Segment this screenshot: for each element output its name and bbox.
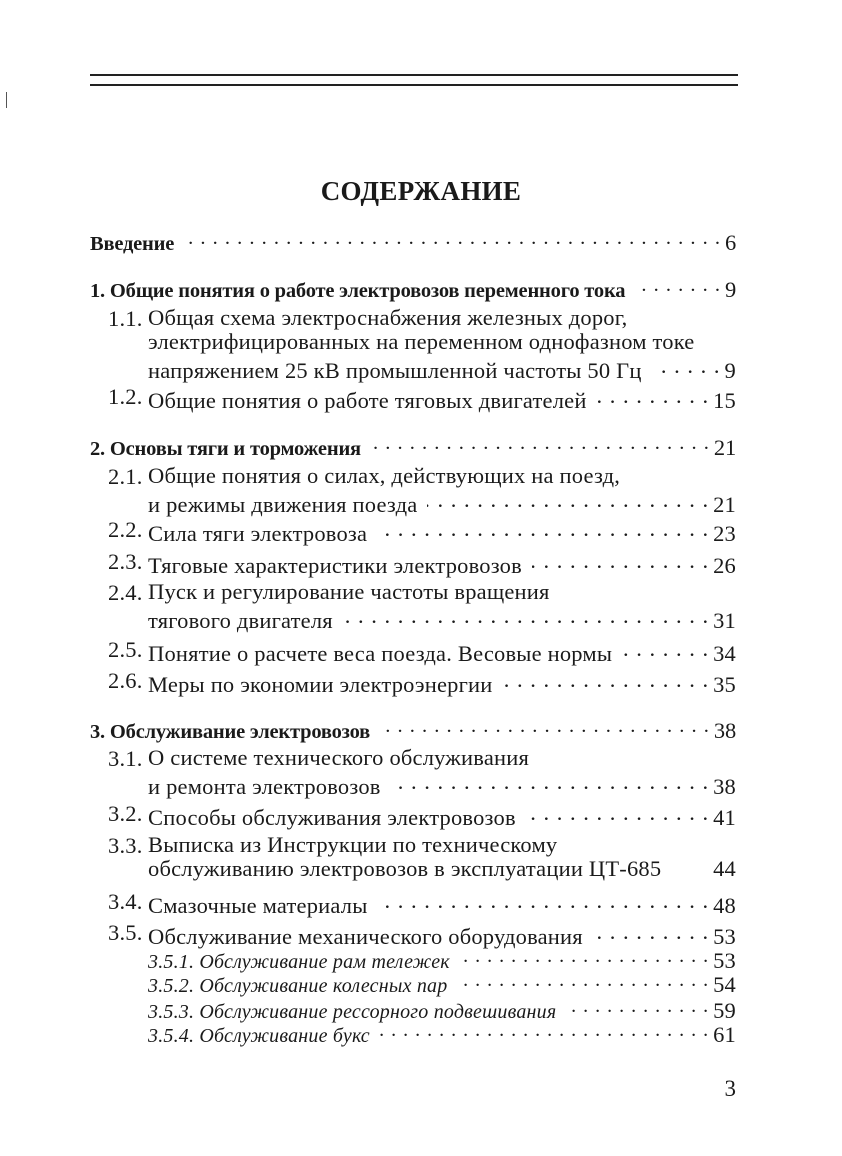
toc-entry — [90, 305, 736, 383]
dot-leader — [377, 517, 709, 541]
entry-page: 61 — [713, 1022, 736, 1047]
entry-title: Обслуживание механического оборудования — [148, 924, 583, 949]
dot-leader — [457, 968, 709, 992]
toc-entry — [90, 968, 736, 997]
toc-entry — [90, 833, 736, 881]
dot-leader — [427, 488, 709, 512]
dot-leader — [597, 384, 709, 408]
entry-number: 2.5. — [108, 637, 143, 662]
entry-title: 3.5.2. Обслуживание колесных пар — [148, 975, 448, 997]
entry-title: и ремонта электровозов — [148, 774, 381, 799]
header-rule — [90, 74, 738, 76]
entry-page: 59 — [713, 998, 736, 1023]
entry-page: 21 — [713, 435, 736, 460]
entry-title: Сила тяги электровоза — [148, 521, 368, 546]
page-title: СОДЕРЖАНИЕ — [320, 176, 522, 206]
scan-mark — [6, 92, 7, 108]
entry-page: 6 — [724, 230, 736, 255]
toc-entry — [90, 889, 736, 918]
toc-entry — [90, 668, 736, 697]
dot-leader — [380, 1018, 709, 1042]
dot-leader — [532, 549, 709, 573]
toc-entry — [90, 714, 736, 743]
entry-title: 2. Основы тяги и торможения — [90, 438, 361, 460]
entry-page: 38 — [713, 718, 736, 743]
entry-title: 3.5.1. Обслуживание рам тележек — [148, 951, 450, 973]
toc-entry — [90, 517, 736, 546]
entry-title: и режимы движения поезда — [148, 492, 418, 517]
toc-entry — [90, 384, 736, 413]
toc-entry — [90, 944, 736, 973]
dot-leader — [378, 889, 710, 913]
entry-number: 3.5. — [108, 920, 143, 945]
entry-title: 3.5.4. Обслуживание букс — [148, 1025, 370, 1047]
entry-number: 3.4. — [108, 889, 143, 914]
dot-leader — [184, 226, 721, 250]
entry-page: 53 — [713, 924, 736, 949]
dot-leader — [460, 944, 709, 968]
entry-number: 2.3. — [108, 549, 143, 574]
entry-title: О системе технического обслуживания — [148, 745, 530, 770]
entry-title: обслуживанию электровозов в эксплуатации ЦТ-685 — [148, 856, 662, 881]
toc-entry — [90, 920, 736, 949]
dot-leader — [526, 801, 709, 825]
dot-leader — [343, 604, 709, 628]
entry-page: 31 — [713, 608, 736, 633]
toc-entry — [90, 994, 736, 1023]
entry-page: 26 — [713, 553, 736, 578]
entry-number: 2.4. — [108, 580, 143, 605]
entry-title: Понятие о расчете веса поезда. Весовые нормы — [148, 641, 613, 666]
entry-title: 1. Общие понятия о работе электровозов переменного тока — [90, 280, 626, 302]
entry-page: 15 — [713, 388, 736, 413]
entry-title: Пуск и регулирование частоты вращения — [148, 579, 550, 604]
toc-entry — [90, 549, 736, 578]
page-number: 3 — [724, 1076, 736, 1101]
dot-leader — [371, 431, 710, 455]
toc-entry — [90, 579, 736, 633]
dot-leader — [391, 770, 709, 794]
entry-title: электрифицированных на переменном однофазном токе — [148, 329, 695, 354]
dot-leader — [652, 354, 721, 378]
entry-number: 3.3. — [108, 833, 143, 858]
dot-leader — [503, 668, 710, 692]
toc-entry — [90, 801, 736, 830]
entry-page: 38 — [713, 774, 736, 799]
entry-number: 3.2. — [108, 801, 143, 826]
entry-number: 2.2. — [108, 517, 143, 542]
entry-title: 3. Обслуживание электровозов — [90, 721, 370, 743]
entry-page: 9 — [724, 277, 736, 302]
entry-number: 2.1. — [108, 464, 143, 489]
entry-page: 44 — [713, 856, 736, 881]
dot-leader — [622, 637, 709, 661]
header-rule — [90, 84, 738, 86]
entry-number: 1.1. — [108, 306, 143, 331]
entry-title: напряжением 25 кВ промышленной частоты 50 Гц — [148, 358, 642, 383]
entry-number: 2.6. — [108, 668, 143, 693]
toc-entry — [90, 226, 736, 255]
entry-page: 34 — [713, 641, 736, 666]
entry-page: 35 — [713, 672, 736, 697]
entry-page: 23 — [713, 521, 736, 546]
entry-page: 41 — [713, 805, 736, 830]
entry-title: Выписка из Инструкции по техническому — [148, 832, 558, 857]
dot-leader — [566, 994, 709, 1018]
entry-title: Тяговые характеристики электровозов — [148, 553, 522, 578]
entry-title: Общие понятия о силах, действующих на поезд, — [148, 463, 621, 488]
entry-number: 1.2. — [108, 384, 143, 409]
entry-title: Общая схема электроснабжения железных дорог, — [148, 305, 628, 330]
dot-leader — [635, 273, 721, 297]
entry-title: тягового двигателя — [148, 608, 333, 633]
entry-page: 9 — [724, 358, 736, 383]
dot-leader — [593, 920, 709, 944]
entry-title: Введение — [90, 233, 175, 255]
toc-entry — [90, 637, 736, 666]
entry-title: Способы обслуживания электровозов — [148, 805, 516, 830]
toc-entry — [90, 745, 736, 799]
toc-entry — [90, 431, 736, 460]
toc-entry — [90, 463, 736, 517]
entry-number: 3.1. — [108, 746, 143, 771]
toc-entry — [90, 273, 736, 302]
toc-entry — [90, 1018, 736, 1047]
entry-page: 54 — [713, 972, 736, 997]
entry-title: Общие понятия о работе тяговых двигателей — [148, 388, 587, 413]
entry-page: 21 — [713, 492, 736, 517]
dot-leader — [380, 714, 710, 738]
entry-page: 48 — [713, 893, 736, 918]
entry-title: Смазочные материалы — [148, 893, 368, 918]
entry-title: 3.5.3. Обслуживание рессорного подвешивания — [148, 1001, 557, 1023]
entry-page: 53 — [713, 948, 736, 973]
entry-title: Меры по экономии электроэнергии — [148, 672, 493, 697]
